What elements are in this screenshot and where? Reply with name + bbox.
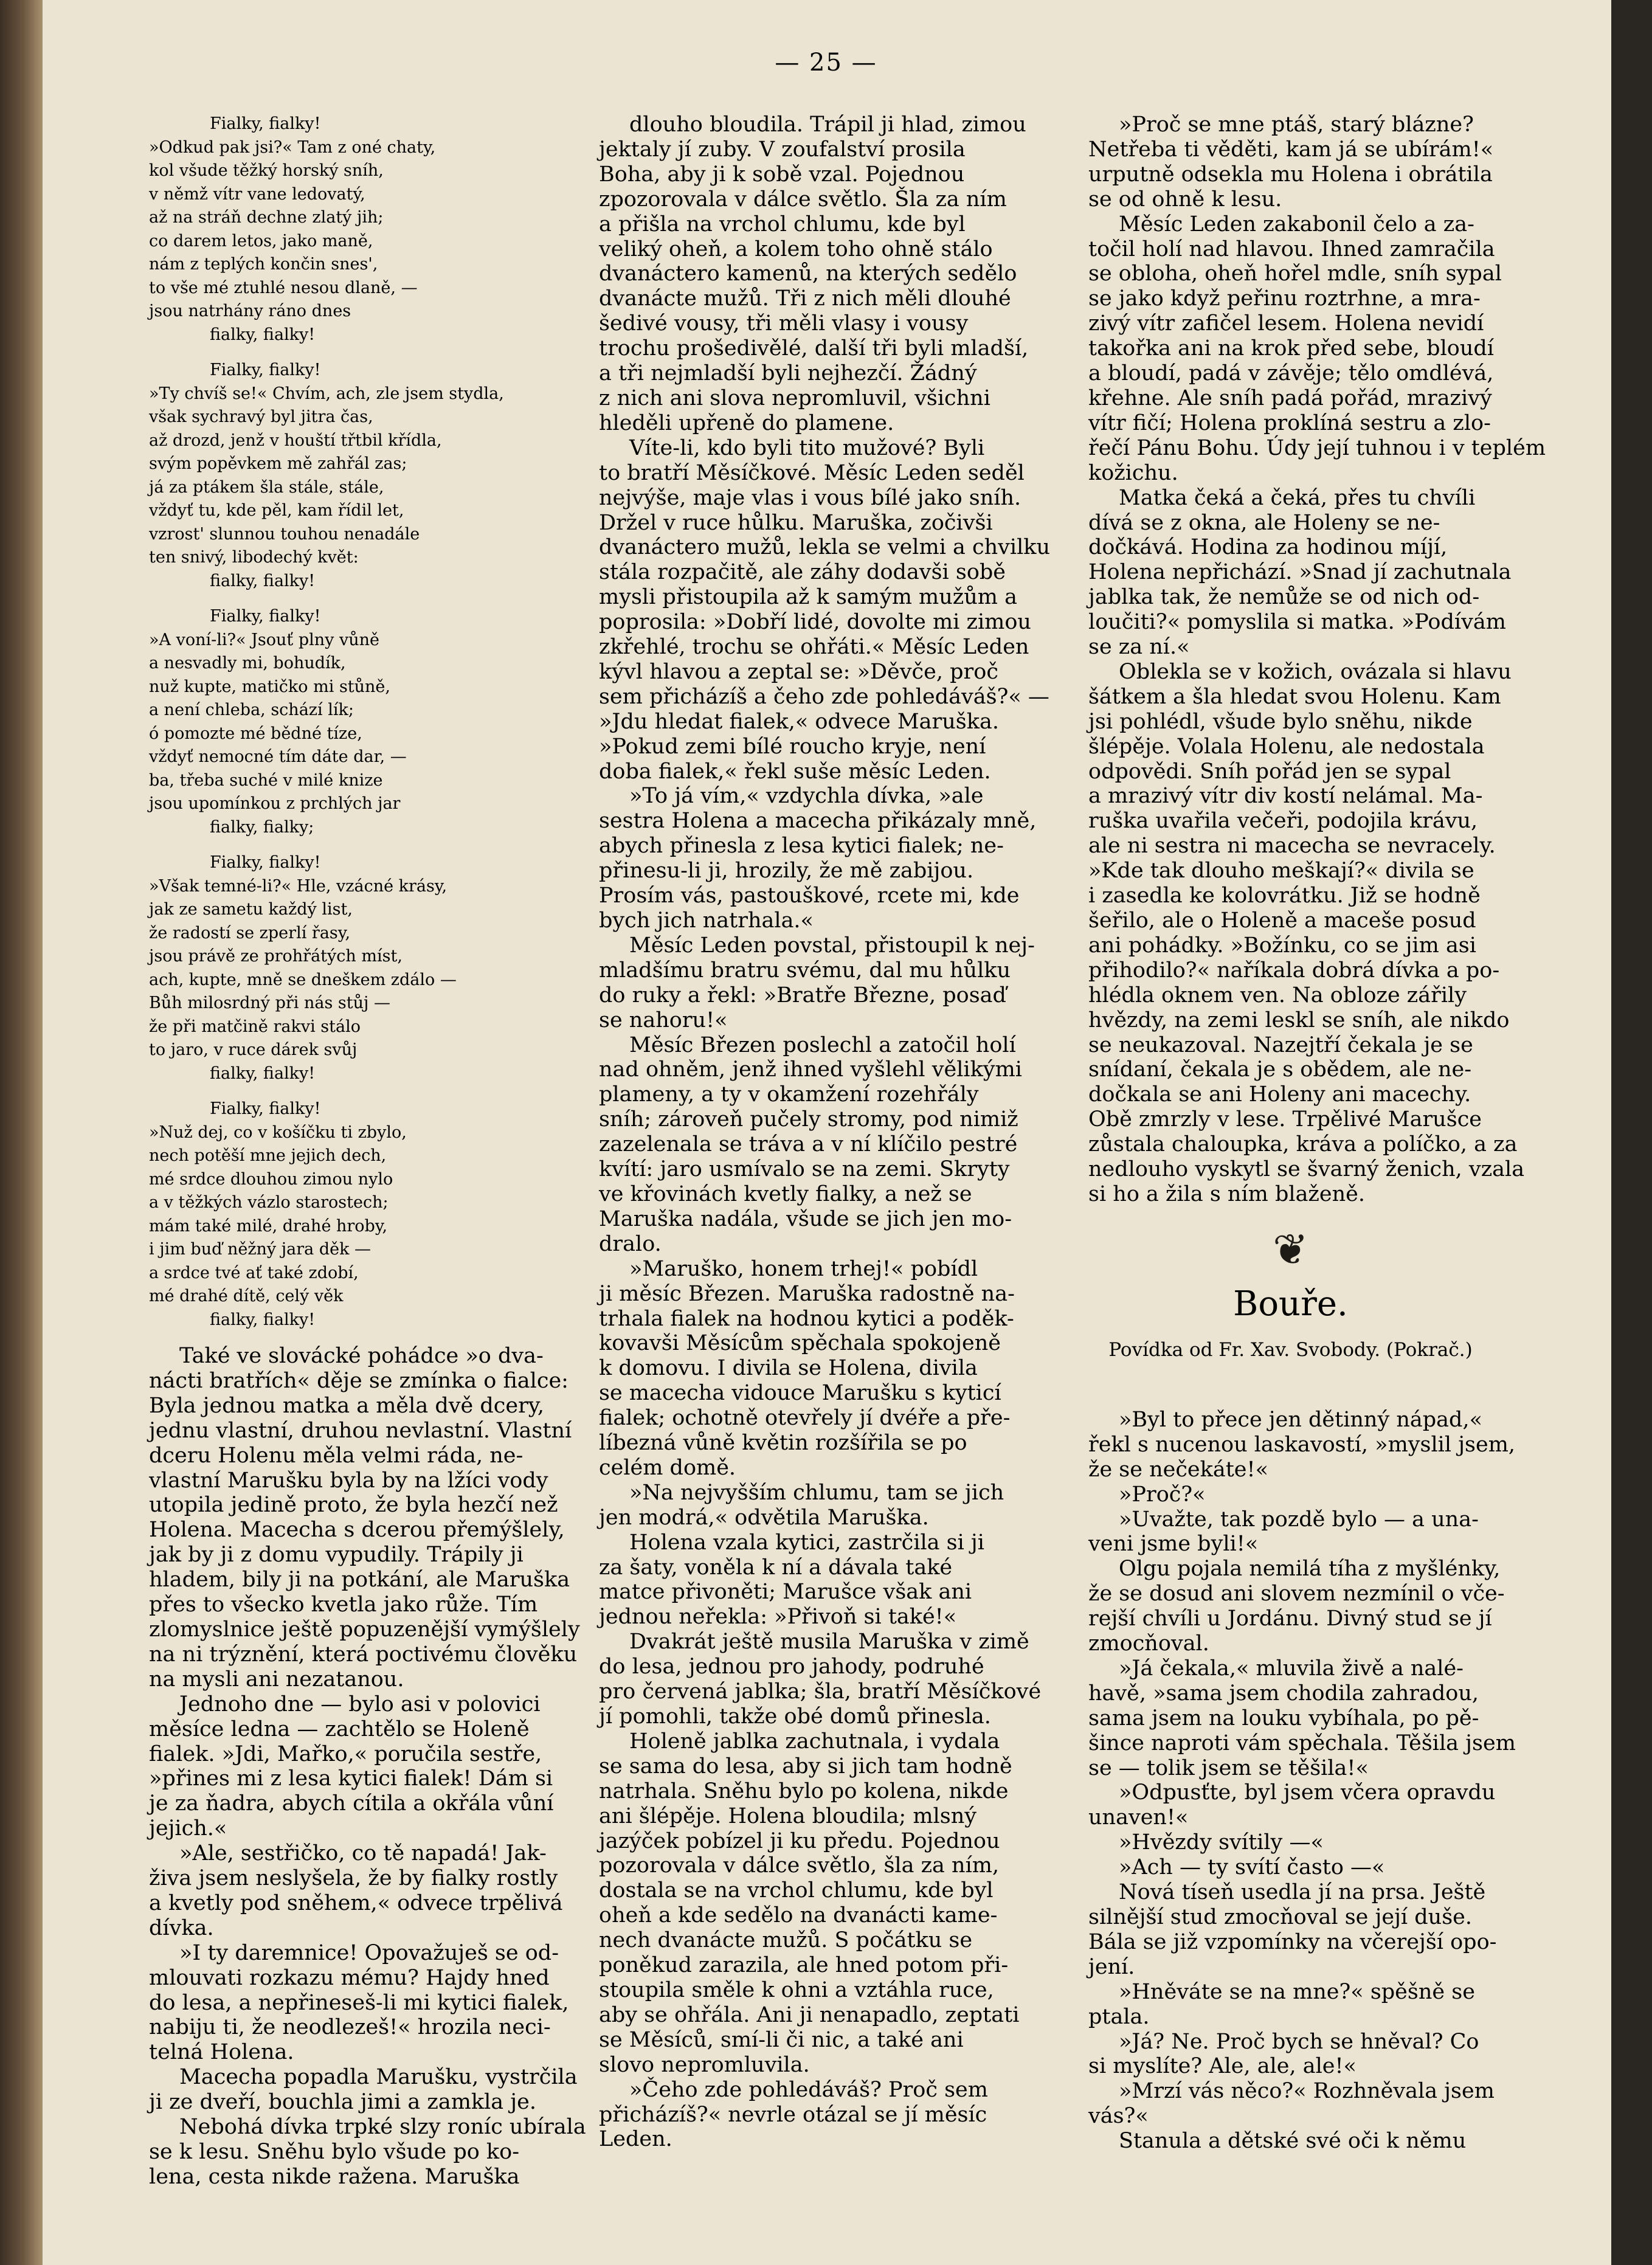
text-line: kvítí: jaro usmívalo se na zemi. Skryty: [599, 1157, 1010, 1182]
text-line: silnější stud zmocňoval se její duše.: [1088, 1905, 1472, 1929]
paragraph: [599, 1033, 1031, 1257]
text-line: mlouvati rozkazu mému? Hajdy hned: [149, 1965, 550, 1990]
text-line: fialky, fialky!: [210, 325, 316, 344]
paragraph: [1088, 1557, 1505, 1656]
text-line: dostala se na vrchol chlumu, kde byl: [599, 1878, 994, 1903]
paragraph: [1088, 2079, 1493, 2129]
text-line: poněkud zarazila, ale hned potom při-: [599, 1953, 1009, 1978]
text-line: Fialky, fialky!: [210, 1099, 321, 1118]
text-line: stoupila směle k ohni a vztáhla ruce,: [599, 1977, 994, 2002]
text-line: zlomyslnice ještě popuzenější vymýšlely: [149, 1617, 580, 1642]
text-line: jednu vlastní, druhou nevlastní. Vlastní: [149, 1418, 572, 1443]
text-line: fialek; ochotně otevřely jí dvéře a pře-: [599, 1406, 1011, 1431]
text-line: do lesa, a nepřineseš-li mi kytici fialek,: [149, 1990, 569, 2015]
text-line: veliký oheň, a kolem toho ohně stálo: [599, 237, 993, 261]
text-line: fialky, fialky!: [210, 1310, 316, 1329]
text-line: řekl s nucenou laskavostí, »myslil jsem,: [1088, 1432, 1516, 1457]
text-line: nuž kupte, matičko mi stůně,: [149, 677, 390, 696]
text-line: utopila jedině proto, že byla hezčí než: [149, 1493, 558, 1518]
text-line: abych přinesla z lesa kytici fialek; ne-: [599, 834, 1004, 859]
page-number: — 25 —: [775, 49, 877, 77]
text-line: až na stráň dechne zlatý jih;: [149, 208, 384, 227]
text-line: kovavši Měsícům spěchala spokojeně: [599, 1331, 1001, 1356]
text-line: a srdce tvé ať také zdobí,: [149, 1263, 359, 1282]
text-line: líbezná vůně květin rozšířila se po: [599, 1431, 967, 1456]
text-line: stála rozpačitě, ale záhy dodavši sobě: [599, 560, 1006, 585]
text-line: Matka čeká a čeká, přes tu chvíli: [1119, 485, 1476, 510]
text-line: to jaro, v ruce dárek svůj: [149, 1040, 358, 1059]
text-line: poprosila: »Dobří lidé, dovolte mi zimou: [599, 610, 1031, 635]
poem-stanza: [149, 605, 578, 839]
text-line: jen modrá,« odvětila Maruška.: [599, 1505, 929, 1530]
text-line: v němž vítr vane ledovatý,: [149, 184, 365, 204]
text-line: je za ňadra, abych cítila a okřála vůní: [149, 1791, 554, 1816]
paragraph: [1088, 1507, 1493, 1557]
text-line: fialky, fialky!: [210, 1063, 316, 1083]
text-line: přinesu-li ji, hrozily, že mě zabijou.: [599, 859, 974, 884]
text-line: Obě zmrzly v lese. Trpělivé Marušce: [1088, 1107, 1482, 1132]
text-line: se od ohně k lesu.: [1088, 187, 1282, 212]
text-line: jí pomohli, takže obé domů přinesla.: [599, 1704, 991, 1729]
paragraph: [1088, 1830, 1493, 1855]
text-line: měsíce ledna — zachtělo se Holeně: [149, 1717, 530, 1741]
paragraph: [1088, 1482, 1493, 1507]
text-line: hleděli upřeně do plamene.: [599, 410, 894, 435]
text-line: že při matčině rakvi stálo: [149, 1017, 361, 1036]
text-line: mé drahé dítě, celý věk: [149, 1287, 344, 1305]
text-line: ji měsíc Březen. Maruška radostně na-: [599, 1281, 1015, 1306]
text-line: zmocňoval.: [1088, 1631, 1209, 1656]
text-line: se k lesu. Sněhu bylo všude po ko-: [149, 2140, 520, 2164]
text-line: se — tolik jsem se těšila!«: [1088, 1755, 1369, 1780]
text-line: Holena. Macecha s dcerou přemýšlely,: [149, 1518, 565, 1543]
paragraph: [599, 435, 1051, 784]
paragraph: [1088, 485, 1512, 660]
paragraph: [1088, 1980, 1493, 2030]
text-line: Maruška nadála, všude se jich jen mo-: [599, 1206, 1012, 1231]
text-line: nabiju ti, že neodlezeš!« hrozila neci-: [149, 2015, 551, 2040]
text-line: »Odkud pak jsi?« Tam z oné chaty,: [149, 137, 436, 157]
text-line: Stanula a dětské své oči k němu: [1119, 2129, 1467, 2154]
text-line: Jednoho dne — bylo asi v polovici: [179, 1692, 541, 1717]
paragraph: [599, 1257, 1031, 1481]
text-line: a v těžkých vázlo starostech;: [149, 1193, 389, 1212]
text-line: sestra Holena a macecha přikázaly mně,: [599, 809, 1037, 834]
paragraph: [599, 1630, 1042, 1729]
text-line: a tři nejmladší byli nejhezčí. Žádný: [599, 361, 977, 386]
text-line: vzrost' slunnou touhou nenadále: [149, 524, 420, 544]
text-line: sem přicházíš a čeho zde pohledáváš?« —: [599, 684, 1049, 709]
text-line: urputně odsekla mu Holena i obrátila: [1088, 162, 1493, 187]
paragraph: [1088, 1880, 1497, 1980]
text-line: jablka tak, že nemůže se od nich od-: [1088, 585, 1480, 610]
text-line: svým popěvkem mě zahřál zas;: [149, 454, 407, 473]
text-line: že se dosud ani slovem nezmínil o vče-: [1088, 1582, 1505, 1606]
text-line: šince naproti vám spěchala. Těšila jsem: [1088, 1731, 1516, 1755]
text-line: dočkává. Hodina za hodinou míjí,: [1088, 535, 1448, 560]
text-line: snídaní, čekala je s obědem, ale ne-: [1088, 1057, 1472, 1082]
text-line: loučiti?« pomyslila si matka. »Podívám: [1088, 610, 1506, 635]
paragraph: [1088, 1407, 1516, 1482]
text-line: trhala fialek na hodnou kytici a poděk-: [599, 1306, 1014, 1331]
text-line: se za ní.«: [1088, 635, 1190, 660]
poem-stanza: [149, 851, 578, 1085]
text-line: jednou neřekla: »Přivoň si také!«: [599, 1605, 957, 1630]
text-line: jak by ji z domu vypudily. Trápily ji: [149, 1543, 524, 1568]
text-line: šeřilo, ale o Holeně a maceše posud: [1088, 908, 1476, 933]
text-line: havě, »sama jsem chodila zahradou,: [1088, 1681, 1479, 1706]
text-line: jsou natrhány ráno dnes: [149, 302, 351, 320]
text-line: fialky, fialky!: [210, 571, 316, 590]
text-line: mé srdce dlouhou zimou nylo: [149, 1169, 393, 1189]
text-line: dlouho bloudila. Trápil ji hlad, zimou: [629, 112, 1026, 137]
text-line: jejich.«: [149, 1816, 227, 1841]
text-line: Boha, aby ji k sobě vzal. Pojednou: [599, 162, 965, 187]
text-line: šlépěje. Volala Holenu, ale nedostala: [1088, 734, 1485, 759]
text-line: já za ptákem šla stále, stále,: [149, 477, 384, 497]
text-line: oheň a kde sedělo na dvanácti kame-: [599, 1903, 998, 1928]
text-line: ani pohádky. »Božínku, co se jim asi: [1088, 933, 1476, 958]
text-line: »Uvažte, tak pozdě bylo — a una-: [1119, 1507, 1479, 1532]
text-line: vítr fičí; Holena proklíná sestru a zlo-: [1088, 410, 1491, 435]
text-line: Měsíc Leden zakabonil čelo a za-: [1119, 212, 1474, 237]
text-line: Dvakrát ještě musila Maruška v zimě: [629, 1630, 1029, 1655]
text-line: »Mrzí vás něco?« Rozhněvala jsem: [1119, 2079, 1495, 2104]
text-line: »Nuž dej, co v košíčku ti zbylo,: [149, 1122, 407, 1142]
text-line: přicházíš?« nevrle otázal se jí měsíc: [599, 2102, 987, 2127]
paragraph: [1088, 659, 1525, 1207]
text-line: se nahoru!«: [599, 1008, 728, 1032]
text-line: jak ze sametu každý list,: [149, 900, 353, 919]
text-line: zivý vítr zafičel lesem. Holena nevidí: [1088, 311, 1484, 336]
text-line: i zasedla ke kolovrátku. Již se hodně: [1088, 884, 1481, 908]
text-line: Netřeba ti věděti, kam já se ubírám!«: [1088, 137, 1494, 162]
text-line: z nich ani slova nepromluvil, všichni: [599, 386, 990, 410]
text-line: pozorovala v dálce světlo, šla za ním,: [599, 1853, 1000, 1878]
text-line: jsou upomínkou z prchlých jar: [149, 794, 401, 813]
text-line: sníh; zároveň pučely stromy, pod nimiž: [599, 1107, 1018, 1132]
text-line: Holena vzala kytici, zastrčila si ji: [629, 1530, 984, 1555]
text-line: se obloha, oheň hořel mdle, sníh sypal: [1088, 261, 1502, 286]
text-line: doba fialek,« řekl suše měsíc Leden.: [599, 759, 991, 784]
text-line: natrhala. Sněhu bylo po kolena, nikde: [599, 1779, 1009, 1803]
text-line: pro červená jablka; šla, bratří Měsíčkové: [599, 1679, 1042, 1704]
paragraph: [599, 1729, 1031, 2078]
text-line: hladem, bily ji na potkání, ale Maruška: [149, 1568, 570, 1592]
paragraph: [1088, 112, 1493, 212]
text-line: slovo nepromluvila.: [599, 2052, 810, 2077]
text-line: »Já? Ne. Proč bych se hněval? Co: [1119, 2029, 1479, 2054]
paragraph: [1088, 212, 1546, 486]
text-line: kožichu.: [1088, 460, 1178, 485]
text-line: dvanáctero kamenů, na kterých sedělo: [599, 261, 1017, 286]
text-line: kol všude těžký horský sníh,: [149, 161, 384, 180]
text-line: že radostí se zperlí řasy,: [149, 923, 351, 942]
paragraph: [149, 1941, 578, 2066]
text-line: dvanáctero mužů, lekla se velmi a chvilku: [599, 535, 1051, 560]
text-line: hvězdy, na zemi leskl se sníh, ale nikdo: [1088, 1008, 1510, 1032]
text-line: Fialky, fialky!: [210, 114, 321, 133]
text-line: řečí Pánu Bohu. Údy její tuhnou i v teplém: [1088, 435, 1546, 460]
text-line: se Měsíců, smí-li či nic, a také ani: [599, 2027, 964, 2052]
text-line: šátkem a šla hledat svou Holenu. Kam: [1088, 684, 1501, 709]
text-line: zpozorovala v dálce světlo. Šla za ním: [599, 187, 1007, 212]
text-line: fialek. »Jdi, Mařko,« poručila sestře,: [149, 1741, 542, 1766]
text-line: a není chleba, schází lík;: [149, 700, 354, 719]
text-line: a kvetly pod sněhem,« odvece trpělivá: [149, 1890, 563, 1915]
text-line: Bůh milosrdný při nás stůj —: [149, 994, 390, 1012]
text-line: »I ty daremnice! Opovažuješ se od-: [179, 1940, 559, 1965]
text-line: »Ach — ty svítí často —«: [1119, 1855, 1385, 1880]
text-line: šedivé vousy, tři měli vlasy i vousy: [599, 311, 969, 336]
paragraph: [599, 112, 1031, 436]
text-line: točil holí nad hlavou. Ihned zamračila: [1088, 237, 1495, 261]
text-line: Nová tíseň usedla jí na prsa. Ještě: [1119, 1880, 1486, 1905]
text-line: vždyť tu, kde pěl, kam řídil let,: [149, 501, 404, 520]
text-line: »Byl to přece jen dětinný nápad,«: [1119, 1407, 1482, 1432]
text-line: veni jsme byli!«: [1088, 1532, 1259, 1557]
text-line: dočkala se ani Holeny ani macechy.: [1088, 1082, 1471, 1107]
fairy-tale-end: [1088, 112, 1546, 1207]
text-line: Také ve slovácké pohádce »o dva-: [179, 1344, 544, 1368]
text-line: se jako když peřinu roztrhne, a mra-: [1088, 286, 1481, 311]
paragraph: [1088, 1855, 1493, 1880]
text-line: »přines mi z lesa kytici fialek! Dám si: [149, 1766, 553, 1791]
text-line: »Maruško, honem trhej!« pobídl: [629, 1256, 978, 1281]
text-line: »Na nejvyšším chlumu, tam se jich: [629, 1480, 1004, 1505]
text-line: Holena nepřichází. »Snad jí zachutnala: [1088, 560, 1512, 585]
ornament-icon: ❦: [1273, 1224, 1308, 1274]
text-line: se macecha vidouce Marušku s kyticí: [599, 1381, 1001, 1406]
text-line: Byla jednou matka a měla dvě dcery,: [149, 1393, 545, 1418]
text-line: ó pomozte mé bědné tíze,: [149, 724, 362, 743]
text-line: ptala.: [1088, 2004, 1150, 2029]
text-line: to vše mé ztuhlé nesou dlaně, —: [149, 278, 418, 297]
text-line: Držel v ruce hůlku. Maruška, zočivši: [599, 510, 993, 535]
text-line: nácti bratřích« děje se zmínka o fialce:: [149, 1368, 569, 1393]
text-line: Měsíc Březen poslechl a zatočil holí: [629, 1032, 1016, 1057]
text-line: nech potěší mne jejich dech,: [149, 1146, 387, 1165]
text-line: ani šlépěje. Holena bloudila; mlsný: [599, 1803, 977, 1828]
text-line: fialky, fialky;: [210, 817, 314, 837]
text-line: takořka ani na krok před sebe, bloudí: [1088, 336, 1494, 361]
paragraph: [1088, 1656, 1516, 1781]
text-line: za šaty, voněla k ní a dávala také: [599, 1555, 953, 1580]
text-line: zazelenala se tráva a v ní klíčilo pestré: [599, 1132, 1018, 1157]
text-line: Fialky, fialky!: [210, 361, 321, 379]
text-line: a přišla na vrchol chlumu, kde byl: [599, 212, 966, 237]
text-line: celém domě.: [599, 1455, 736, 1480]
text-line: se sama do lesa, aby si jich tam hodně: [599, 1754, 1012, 1779]
text-line: že se nečekáte!«: [1088, 1457, 1268, 1482]
text-line: Fialky, fialky!: [210, 853, 321, 872]
text-line: bych jich natrhala.«: [599, 908, 814, 933]
text-line: trochu prošedivělé, další tři byli mladší,: [599, 336, 1029, 361]
text-line: vždyť nemocné tím dáte dar, —: [149, 747, 407, 766]
paragraph: [599, 1481, 1031, 1530]
paragraph: [149, 1692, 578, 1841]
text-line: ba, třeba suché v milé knize: [149, 770, 383, 790]
text-line: si ho a žila s ním blaženě.: [1088, 1181, 1365, 1206]
text-line: zkřehlé, trochu se ohřáti.« Měsíc Leden: [599, 635, 1029, 660]
paragraph: [599, 933, 1035, 1033]
poem-stanza: [149, 1098, 578, 1332]
text-line: vlastní Marušku byla by na lžíci vody: [149, 1468, 548, 1493]
text-line: aby se ohřála. Ani ji nenapadlo, zeptati: [599, 2002, 1020, 2027]
text-line: nejvýše, maje vlas i vous bílé jako sníh.: [599, 485, 1021, 510]
text-line: k domovu. I divila se Holena, divila: [599, 1356, 978, 1381]
text-line: ruška uvařila večeři, podojila krávu,: [1088, 809, 1478, 834]
text-line: »Jdu hledat fialek,« odvece Maruška.: [599, 709, 999, 734]
paragraph: [1088, 2030, 1493, 2080]
text-line: přes to všecko kvetla jako růže. Tím: [149, 1592, 538, 1617]
text-line: »Proč?«: [1119, 1482, 1206, 1507]
text-line: Olgu pojala nemilá tíha z myšlénky,: [1119, 1557, 1501, 1582]
text-line: na ni trýznění, která poctivému člověku: [149, 1642, 578, 1667]
story-title: Bouře.: [1233, 1284, 1348, 1324]
text-line: Víte-li, kdo byli tito mužové? Byli: [629, 435, 985, 460]
text-line: jsou právě ze prohřátých míst,: [149, 947, 403, 966]
text-line: »A voní-li?« Jsouť plny vůně: [149, 630, 380, 649]
text-line: a bloudí, padá v závěje; tělo omdlévá,: [1088, 361, 1494, 386]
text-line: »Hněváte se na mne?« spěšně se: [1119, 1979, 1475, 2004]
text-line: mám také milé, drahé hroby,: [149, 1216, 388, 1236]
text-line: dívka.: [149, 1915, 214, 1940]
text-line: to bratří Měsíčkové. Měsíc Leden seděl: [599, 460, 1025, 485]
text-line: přihodilo?« naříkala dobrá dívka a po-: [1088, 958, 1500, 983]
text-line: ale ni sestra ni macecha se nevracely.: [1088, 834, 1496, 859]
text-line: nad ohněm, jenž ihned vyšlehl vělikými: [599, 1057, 1022, 1082]
text-line: »To já vím,« vzdychla dívka, »ale: [629, 784, 984, 809]
text-line: a mrazivý vítr div kostí nelámal. Ma-: [1088, 784, 1483, 809]
text-line: ach, kupte, mně se dneškem zdálo —: [149, 970, 457, 989]
text-line: dvanácte mužů. Tři z nich měli dlouhé: [599, 286, 1011, 311]
text-line: telná Holena.: [149, 2040, 294, 2065]
text-line: Měsíc Leden povstal, přistoupil k nej-: [629, 933, 1035, 958]
text-line: nám z teplých končin snes',: [149, 255, 378, 274]
text-line: Holeně jablka zachutnala, i vydala: [629, 1729, 1000, 1754]
text-line: Bála se již vzpomínky na včerejší opo-: [1088, 1929, 1497, 1954]
text-line: »Čeho zde pohledáváš? Proč sem: [629, 2077, 988, 2102]
paragraph: [599, 784, 1037, 933]
text-line: nech dvanácte mužů. S počátku se: [599, 1928, 973, 1953]
text-line: »Ty chvíš se!« Chvím, ach, zle jsem stydla,: [149, 384, 504, 403]
text-line: Leden.: [599, 2127, 672, 2152]
poem: [149, 112, 578, 1332]
text-line: mysli přistoupila až k samým mužům a: [599, 585, 1017, 610]
text-line: však sychravý byl jitra čas,: [149, 407, 373, 426]
text-line: kývl hlavou a zeptal se: »Děvče, proč: [599, 659, 998, 684]
story-subtitle: Povídka od Fr. Xav. Svobody. (Pokrač.): [1108, 1338, 1473, 1361]
text-line: »Proč se mne ptáš, starý blázne?: [1119, 112, 1474, 137]
text-line: hlédla oknem ven. Na obloze zářily: [1088, 983, 1467, 1008]
text-line: rejší chvíli u Jordánu. Divný stud se jí: [1088, 1606, 1492, 1631]
text-line: na mysli ani nezatanou.: [149, 1667, 404, 1692]
poem-stanza: [149, 359, 578, 593]
text-line: do ruky a řekl: »Bratře Březne, posaď: [599, 983, 1006, 1008]
text-line: do lesa, jednou pro jahody, podruhé: [599, 1655, 984, 1679]
text-line: ve křovinách kvetly fialky, a než se: [599, 1181, 972, 1206]
text-line: Prosím vás, pastouškové, rcete mi, kde: [599, 884, 1020, 908]
text-line: dceru Holenu měla velmi ráda, ne-: [149, 1443, 524, 1468]
column-middle: [599, 112, 1051, 2152]
paragraph: [599, 1530, 1031, 1630]
paragraph: [1088, 2129, 1493, 2154]
text-line: Oblekla se v kožich, ovázala si hlavu: [1119, 659, 1512, 684]
text-line: zůstala chaloupka, kráva a políčko, a za: [1088, 1132, 1518, 1157]
text-line: se neukazoval. Nazejtří čekala je se: [1088, 1032, 1473, 1057]
book-spine: [0, 0, 43, 2265]
text-line: křehne. Ale sníh padá pořád, mrazivý: [1088, 386, 1492, 410]
text-line: dívá se z okna, ale Holeny se ne-: [1088, 510, 1440, 535]
text-line: »Ale, sestřičko, co tě napadá! Jak-: [179, 1841, 547, 1866]
paragraph: [149, 1841, 578, 1941]
text-line: »Však temné-li?« Hle, vzácné krásy,: [149, 876, 448, 896]
text-line: unaven!«: [1088, 1805, 1189, 1830]
text-line: i jim buď něžný jara děk —: [149, 1240, 372, 1259]
text-line: plameny, a ty v okamžení rozehřály: [599, 1082, 979, 1107]
text-line: si myslíte? Ale, ale, ale!«: [1088, 2054, 1357, 2079]
text-line: co darem letos, jako maně,: [149, 231, 373, 251]
text-line: ten snivý, libodechý květ:: [149, 548, 359, 567]
paragraph: [599, 2078, 1031, 2153]
text-line: ji ze dveří, bouchla jimi a zamkla je.: [149, 2090, 536, 2115]
text-line: »Já čekala,« mluvila živě a nalé-: [1119, 1656, 1464, 1681]
text-line: »Odpusťte, byl jsem včera opravdu: [1119, 1780, 1496, 1805]
paragraph: [149, 2115, 586, 2190]
column-right: [1088, 112, 1546, 2154]
paragraph: [149, 1344, 578, 1692]
text-line: jazýček pobízel ji ku předu. Pojednou: [599, 1828, 1000, 1853]
column-left: [149, 112, 586, 2190]
text-line: Fialky, fialky!: [210, 607, 321, 626]
story-text: [1088, 1407, 1516, 2154]
text-line: odpovědi. Sníh pořád jen se sypal: [1088, 759, 1451, 784]
text-line: mladšímu bratru svému, dal mu hůlku: [599, 958, 1011, 983]
text-line: jení.: [1088, 1954, 1135, 1979]
text-line: nedlouho vyskytl se švarný ženich, vzala: [1088, 1157, 1525, 1182]
text-line: lena, cesta nikde ražena. Maruška: [149, 2164, 520, 2189]
paragraph: [149, 2065, 578, 2115]
text-line: »Pokud zemi bílé roucho kryje, není: [599, 734, 986, 759]
text-line: vás?«: [1088, 2104, 1149, 2129]
text-line: Nebohá dívka trpké slzy roníc ubírala: [179, 2115, 586, 2140]
text-line: matce přivoněti; Marušce však ani: [599, 1580, 972, 1605]
text-line: »Kde tak dlouho meškají?« divila se: [1088, 859, 1474, 884]
poem-stanza: [149, 112, 578, 347]
text-line: sama jsem na louku vybíhala, po pě-: [1088, 1706, 1479, 1731]
text-line: »Hvězdy svítily —«: [1119, 1830, 1324, 1855]
text-line: a nesvadly mi, bohudík,: [149, 654, 346, 673]
text-line: dralo.: [599, 1231, 662, 1256]
prose: [149, 1344, 586, 2190]
text-line: až drozd, jenž v houští třtbil křídla,: [149, 431, 442, 450]
paragraph: [1088, 1780, 1496, 1830]
text-line: jsi pohlédl, všude bylo sněhu, nikde: [1088, 709, 1473, 734]
text-line: živa jsem neslyšela, že by fialky rostly: [149, 1866, 558, 1891]
text-line: jektaly jí zuby. V zoufalství prosila: [599, 137, 966, 162]
text-line: Macecha popadla Marušku, vystrčila: [179, 2065, 578, 2090]
